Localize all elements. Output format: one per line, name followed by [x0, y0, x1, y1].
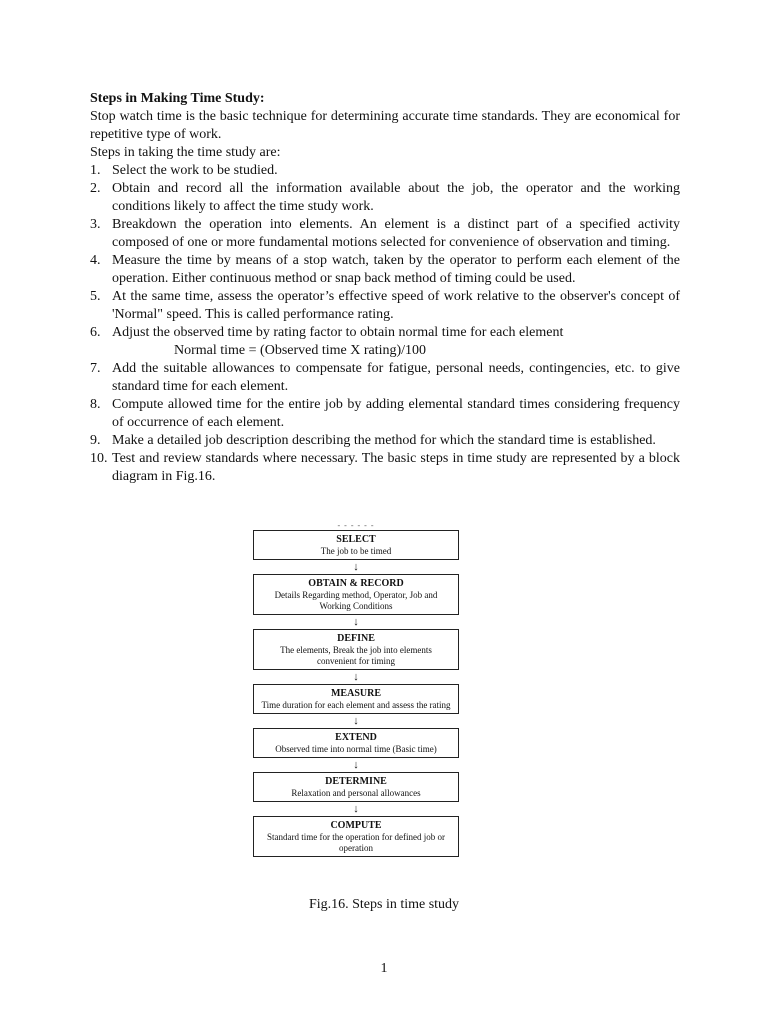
steps-list: [90, 162, 680, 486]
intro-paragraph: Stop watch time is the basic technique for determining accurate time standards. They are economical for repetitive type of work.: [90, 109, 680, 142]
list-item: [90, 396, 680, 432]
step-number: 10.: [90, 451, 108, 466]
block-title: SELECT: [336, 534, 376, 545]
step-number: 4.: [90, 253, 101, 268]
step-number: 9.: [90, 433, 101, 448]
step-number: 3.: [90, 217, 101, 232]
step-number: 2.: [90, 181, 101, 196]
list-item: [90, 360, 680, 396]
page-number: 1: [380, 961, 388, 976]
block-obtain-record: [253, 574, 459, 615]
step-text: At the same time, assess the operator’s effective speed of work relative to the observer's concept of 'Normal" speed. This is called performance rating.: [112, 289, 680, 322]
block-determine: [253, 772, 459, 802]
step-number: 5.: [90, 289, 101, 304]
step-text: Select the work to be studied.: [112, 163, 278, 178]
block-text: Relaxation and personal allowances: [291, 788, 421, 798]
block-text: The job to be timed: [320, 546, 392, 556]
block-define: [253, 629, 459, 670]
block-extend: [253, 728, 459, 758]
steps-lead: Steps in taking the time study are:: [90, 145, 281, 160]
step-text: Compute allowed time for the entire job by adding elemental standard times considering frequency of occurrence of each element.: [112, 397, 680, 430]
figure-top-rule: - - - - - -: [337, 521, 375, 530]
arrow-down-icon: ↓: [353, 616, 359, 628]
arrow-down-icon: ↓: [353, 671, 359, 683]
step-number: 8.: [90, 397, 101, 412]
block-title: DEFINE: [337, 633, 375, 644]
step-number: 1.: [90, 163, 101, 178]
arrow-down-icon: ↓: [353, 715, 359, 727]
list-item: [90, 162, 680, 180]
block-title: DETERMINE: [325, 776, 387, 787]
time-study-block-diagram: [253, 522, 459, 857]
step-number: 6.: [90, 325, 101, 340]
block-title: COMPUTE: [330, 820, 382, 831]
block-text: The elements, Break the job into elements convenient for timing: [280, 645, 432, 666]
document-body: [90, 90, 680, 486]
block-title: EXTEND: [335, 732, 377, 743]
arrow-down-icon: ↓: [353, 803, 359, 815]
step-text: Add the suitable allowances to compensate for fatigue, personal needs, contingencies, etc. to give standard time for each element.: [112, 361, 680, 394]
step-text: Make a detailed job description describing the method for which the standard time is established.: [112, 433, 656, 448]
block-text: Details Regarding method, Operator, Job and Working Conditions: [274, 590, 438, 611]
step-text: Measure the time by means of a stop watch, taken by the operator to perform each element of the operation. Either continuous method or snap back method of timing could be used.: [112, 253, 680, 286]
block-text: Time duration for each element and assess the rating: [261, 700, 451, 710]
block-title: MEASURE: [330, 688, 381, 699]
block-title: OBTAIN & RECORD: [308, 578, 404, 589]
step-text: Adjust the observed time by rating factor to obtain normal time for each element: [112, 325, 564, 340]
list-item: [90, 324, 680, 360]
step-text-block: [112, 324, 680, 360]
step-text: Obtain and record all the information available about the job, the operator and the working conditions likely to affect the time study work.: [112, 181, 680, 214]
block-select: [253, 530, 459, 560]
step-number: 7.: [90, 361, 101, 376]
step-text: Breakdown the operation into elements. An element is a distinct part of a specified activity composed of one or more fundamental motions selected for convenience of observation and timing.: [112, 217, 680, 250]
list-item: [90, 180, 680, 216]
normal-time-formula: Normal time = (Observed time X rating)/100: [174, 343, 427, 358]
list-item: [90, 288, 680, 324]
block-compute: [253, 816, 459, 857]
block-text: Observed time into normal time (Basic time): [275, 744, 437, 754]
section-heading: Steps in Making Time Study:: [90, 91, 265, 106]
block-text: Standard time for the operation for defined job or operation: [267, 832, 445, 853]
list-item: [90, 432, 680, 450]
arrow-down-icon: ↓: [353, 561, 359, 573]
list-item: [90, 252, 680, 288]
step-text: Test and review standards where necessary. The basic steps in time study are represented by a block diagram in Fig.16.: [112, 451, 680, 484]
figure-caption: Fig.16. Steps in time study: [308, 897, 460, 912]
list-item: [90, 450, 680, 486]
list-item: [90, 216, 680, 252]
arrow-down-icon: ↓: [353, 759, 359, 771]
block-measure: [253, 684, 459, 714]
